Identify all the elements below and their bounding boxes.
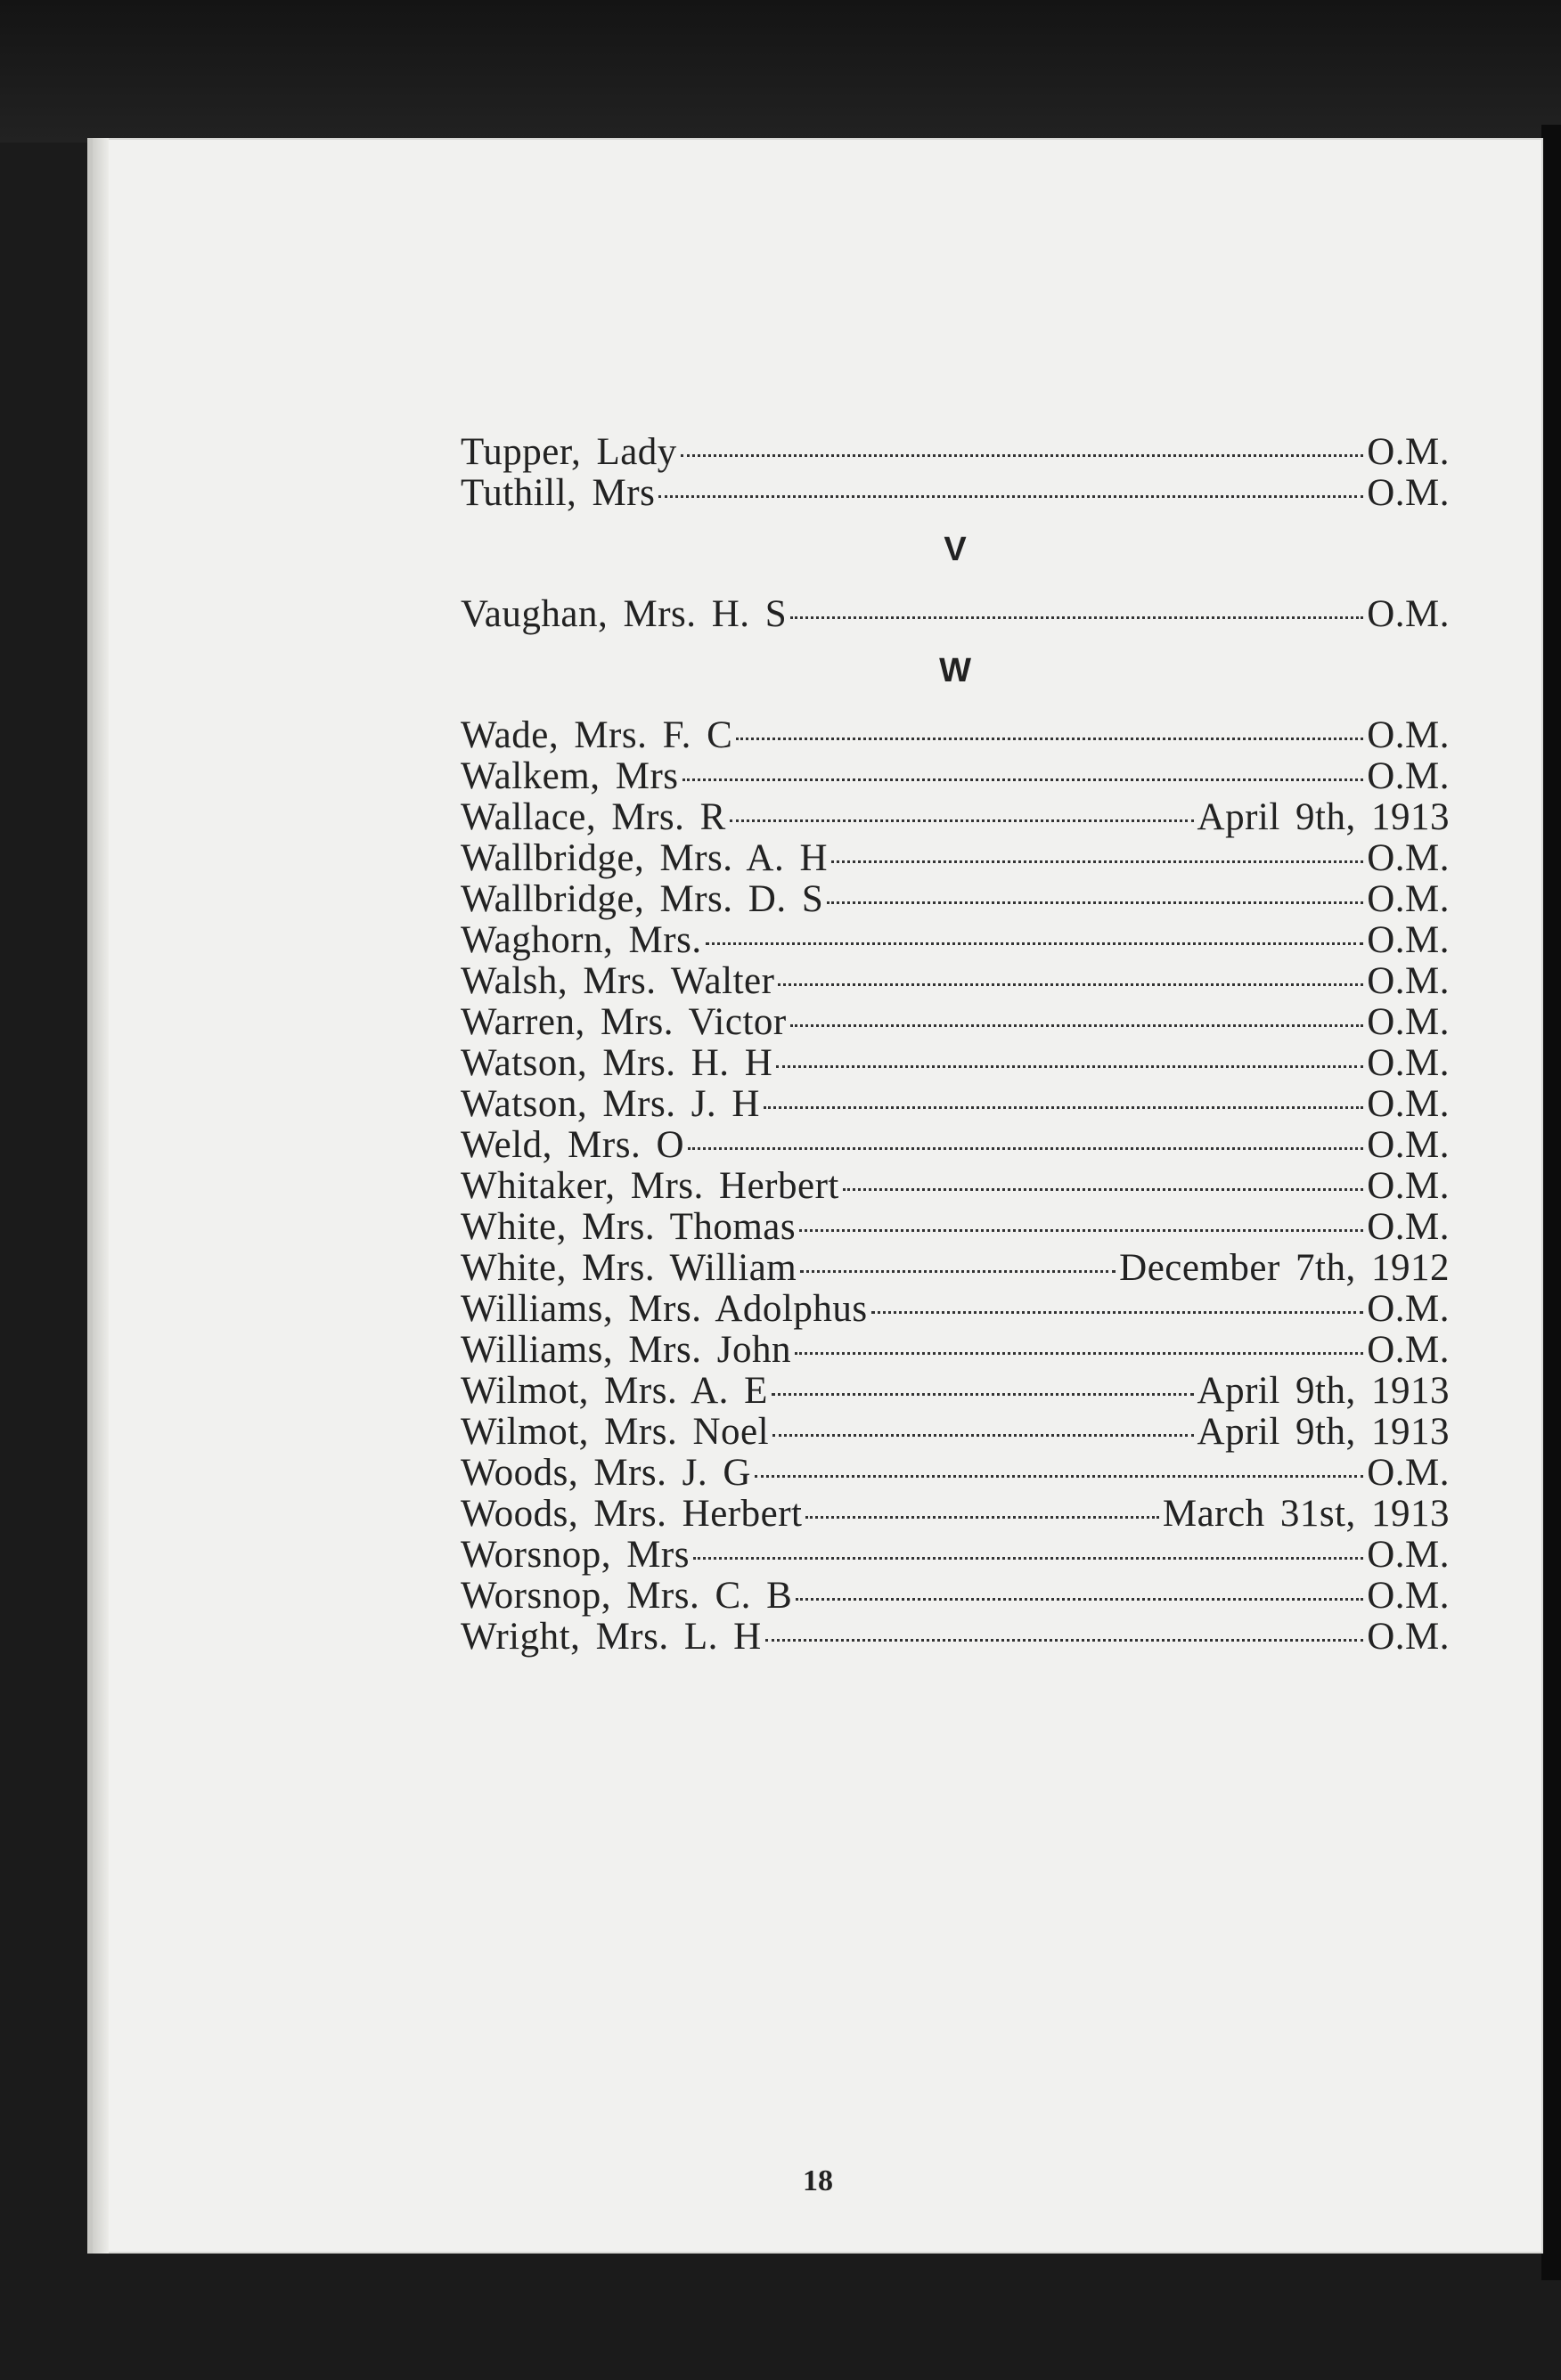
- member-list: [461, 432, 1450, 1658]
- entry-value: O.M.: [1367, 1329, 1450, 1371]
- dot-leader: [693, 1557, 1363, 1560]
- entry-name: White, Mrs. Thomas: [461, 1206, 797, 1248]
- entry-name: Wallace, Mrs. R: [461, 796, 726, 838]
- list-entry: [461, 1535, 1450, 1576]
- dot-leader: [776, 1065, 1363, 1068]
- list-entry: [461, 1125, 1450, 1166]
- entry-value: O.M.: [1367, 1206, 1450, 1248]
- dot-leader: [765, 1639, 1364, 1642]
- entry-value: O.M.: [1367, 1575, 1450, 1617]
- list-entry: [461, 473, 1450, 514]
- entry-value: O.M.: [1367, 472, 1450, 514]
- entry-name: Tuthill, Mrs: [461, 472, 656, 514]
- list-entry: [461, 961, 1450, 1002]
- entry-name: Williams, Mrs. John: [461, 1329, 791, 1371]
- list-entry: [461, 715, 1450, 756]
- entry-value: December 7th, 1912: [1119, 1247, 1450, 1289]
- entry-name: Williams, Mrs. Adolphus: [461, 1288, 868, 1330]
- entry-name: Tupper, Lady: [461, 431, 677, 473]
- entry-value: O.M.: [1367, 1124, 1450, 1166]
- dot-leader: [772, 1393, 1194, 1396]
- entry-name: Walsh, Mrs. Walter: [461, 960, 775, 1002]
- document-page: [93, 138, 1543, 2254]
- entry-name: Waghorn, Mrs.: [461, 919, 702, 961]
- list-entry: [461, 1453, 1450, 1494]
- dot-leader: [795, 1352, 1363, 1355]
- list-entry: [461, 594, 1450, 635]
- entry-value: April 9th, 1913: [1197, 796, 1450, 838]
- entry-value: O.M.: [1367, 1165, 1450, 1207]
- list-entry: [461, 1166, 1450, 1207]
- dot-leader: [800, 1270, 1116, 1273]
- list-entry: [461, 1207, 1450, 1248]
- dot-leader: [764, 1106, 1363, 1109]
- dot-leader: [681, 454, 1363, 457]
- section-heading: W: [939, 652, 971, 689]
- list-entry: [461, 1002, 1450, 1043]
- entry-name: Worsnop, Mrs. C. B: [461, 1575, 793, 1617]
- entry-name: Walkem, Mrs: [461, 755, 679, 797]
- dot-leader: [688, 1147, 1363, 1150]
- dot-leader: [778, 983, 1363, 986]
- list-entry: [461, 1084, 1450, 1125]
- entry-name: Watson, Mrs. H. H: [461, 1042, 773, 1084]
- entry-name: Watson, Mrs. J. H: [461, 1083, 760, 1125]
- entry-value: April 9th, 1913: [1197, 1411, 1450, 1453]
- entry-value: O.M.: [1367, 431, 1450, 473]
- list-entry: [461, 838, 1450, 879]
- entry-value: O.M.: [1367, 960, 1450, 1002]
- entry-value: O.M.: [1367, 755, 1450, 797]
- dot-leader: [755, 1475, 1363, 1478]
- entry-value: O.M.: [1367, 1001, 1450, 1043]
- list-entry: [461, 432, 1450, 473]
- entry-name: White, Mrs. William: [461, 1247, 797, 1289]
- entry-value: O.M.: [1367, 919, 1450, 961]
- entry-name: Woods, Mrs. Herbert: [461, 1493, 803, 1535]
- page-number: 18: [803, 2164, 833, 2197]
- dot-leader: [682, 778, 1364, 781]
- entry-name: Wilmot, Mrs. Noel: [461, 1411, 770, 1453]
- dot-leader: [790, 1024, 1363, 1027]
- dot-leader: [736, 738, 1363, 740]
- list-entry: [461, 920, 1450, 961]
- scan-shadow: [1541, 125, 1561, 2280]
- list-entry: [461, 1043, 1450, 1084]
- entry-name: Wallbridge, Mrs. D. S: [461, 878, 824, 920]
- entry-value: O.M.: [1367, 593, 1450, 635]
- list-entry: [461, 1330, 1450, 1371]
- section-heading: V: [944, 531, 967, 568]
- entry-value: O.M.: [1367, 878, 1450, 920]
- entry-value: O.M.: [1367, 1042, 1450, 1084]
- dot-leader: [730, 819, 1194, 822]
- entry-value: April 9th, 1913: [1197, 1370, 1450, 1412]
- entry-name: Whitaker, Mrs. Herbert: [461, 1165, 839, 1207]
- entry-value: O.M.: [1367, 837, 1450, 879]
- entry-name: Woods, Mrs. J. G: [461, 1452, 751, 1494]
- entry-name: Weld, Mrs. O: [461, 1124, 685, 1166]
- entry-value: O.M.: [1367, 1083, 1450, 1125]
- dot-leader: [658, 495, 1363, 498]
- list-entry: [461, 1617, 1450, 1658]
- list-entry: [461, 1494, 1450, 1535]
- list-entry: [461, 756, 1450, 797]
- dot-leader: [772, 1434, 1194, 1437]
- entry-name: Wright, Mrs. L. H: [461, 1616, 762, 1658]
- dot-leader: [871, 1311, 1364, 1314]
- entry-value: O.M.: [1367, 1616, 1450, 1658]
- dot-leader: [827, 901, 1363, 904]
- scan-background: [0, 0, 1561, 143]
- list-entry: [461, 1248, 1450, 1289]
- list-entry: [461, 1576, 1450, 1617]
- entry-name: Vaughan, Mrs. H. S: [461, 593, 788, 635]
- entry-name: Warren, Mrs. Victor: [461, 1001, 787, 1043]
- entry-name: Worsnop, Mrs: [461, 1534, 690, 1576]
- dot-leader: [796, 1598, 1363, 1601]
- dot-leader: [790, 616, 1363, 619]
- entry-name: Wilmot, Mrs. A. E: [461, 1370, 768, 1412]
- list-entry: [461, 879, 1450, 920]
- dot-leader: [706, 942, 1364, 945]
- entry-value: O.M.: [1367, 1288, 1450, 1330]
- dot-leader: [805, 1516, 1158, 1519]
- list-entry: [461, 1289, 1450, 1330]
- list-entry: [461, 1371, 1450, 1412]
- entry-value: March 31st, 1913: [1162, 1493, 1450, 1535]
- entry-name: Wallbridge, Mrs. A. H: [461, 837, 828, 879]
- entry-value: O.M.: [1367, 1534, 1450, 1576]
- dot-leader: [799, 1229, 1363, 1232]
- list-entry: [461, 797, 1450, 838]
- entry-value: O.M.: [1367, 714, 1450, 756]
- dot-leader: [843, 1188, 1363, 1191]
- entry-name: Wade, Mrs. F. C: [461, 714, 733, 756]
- dot-leader: [831, 860, 1363, 863]
- entry-value: O.M.: [1367, 1452, 1450, 1494]
- list-entry: [461, 1412, 1450, 1453]
